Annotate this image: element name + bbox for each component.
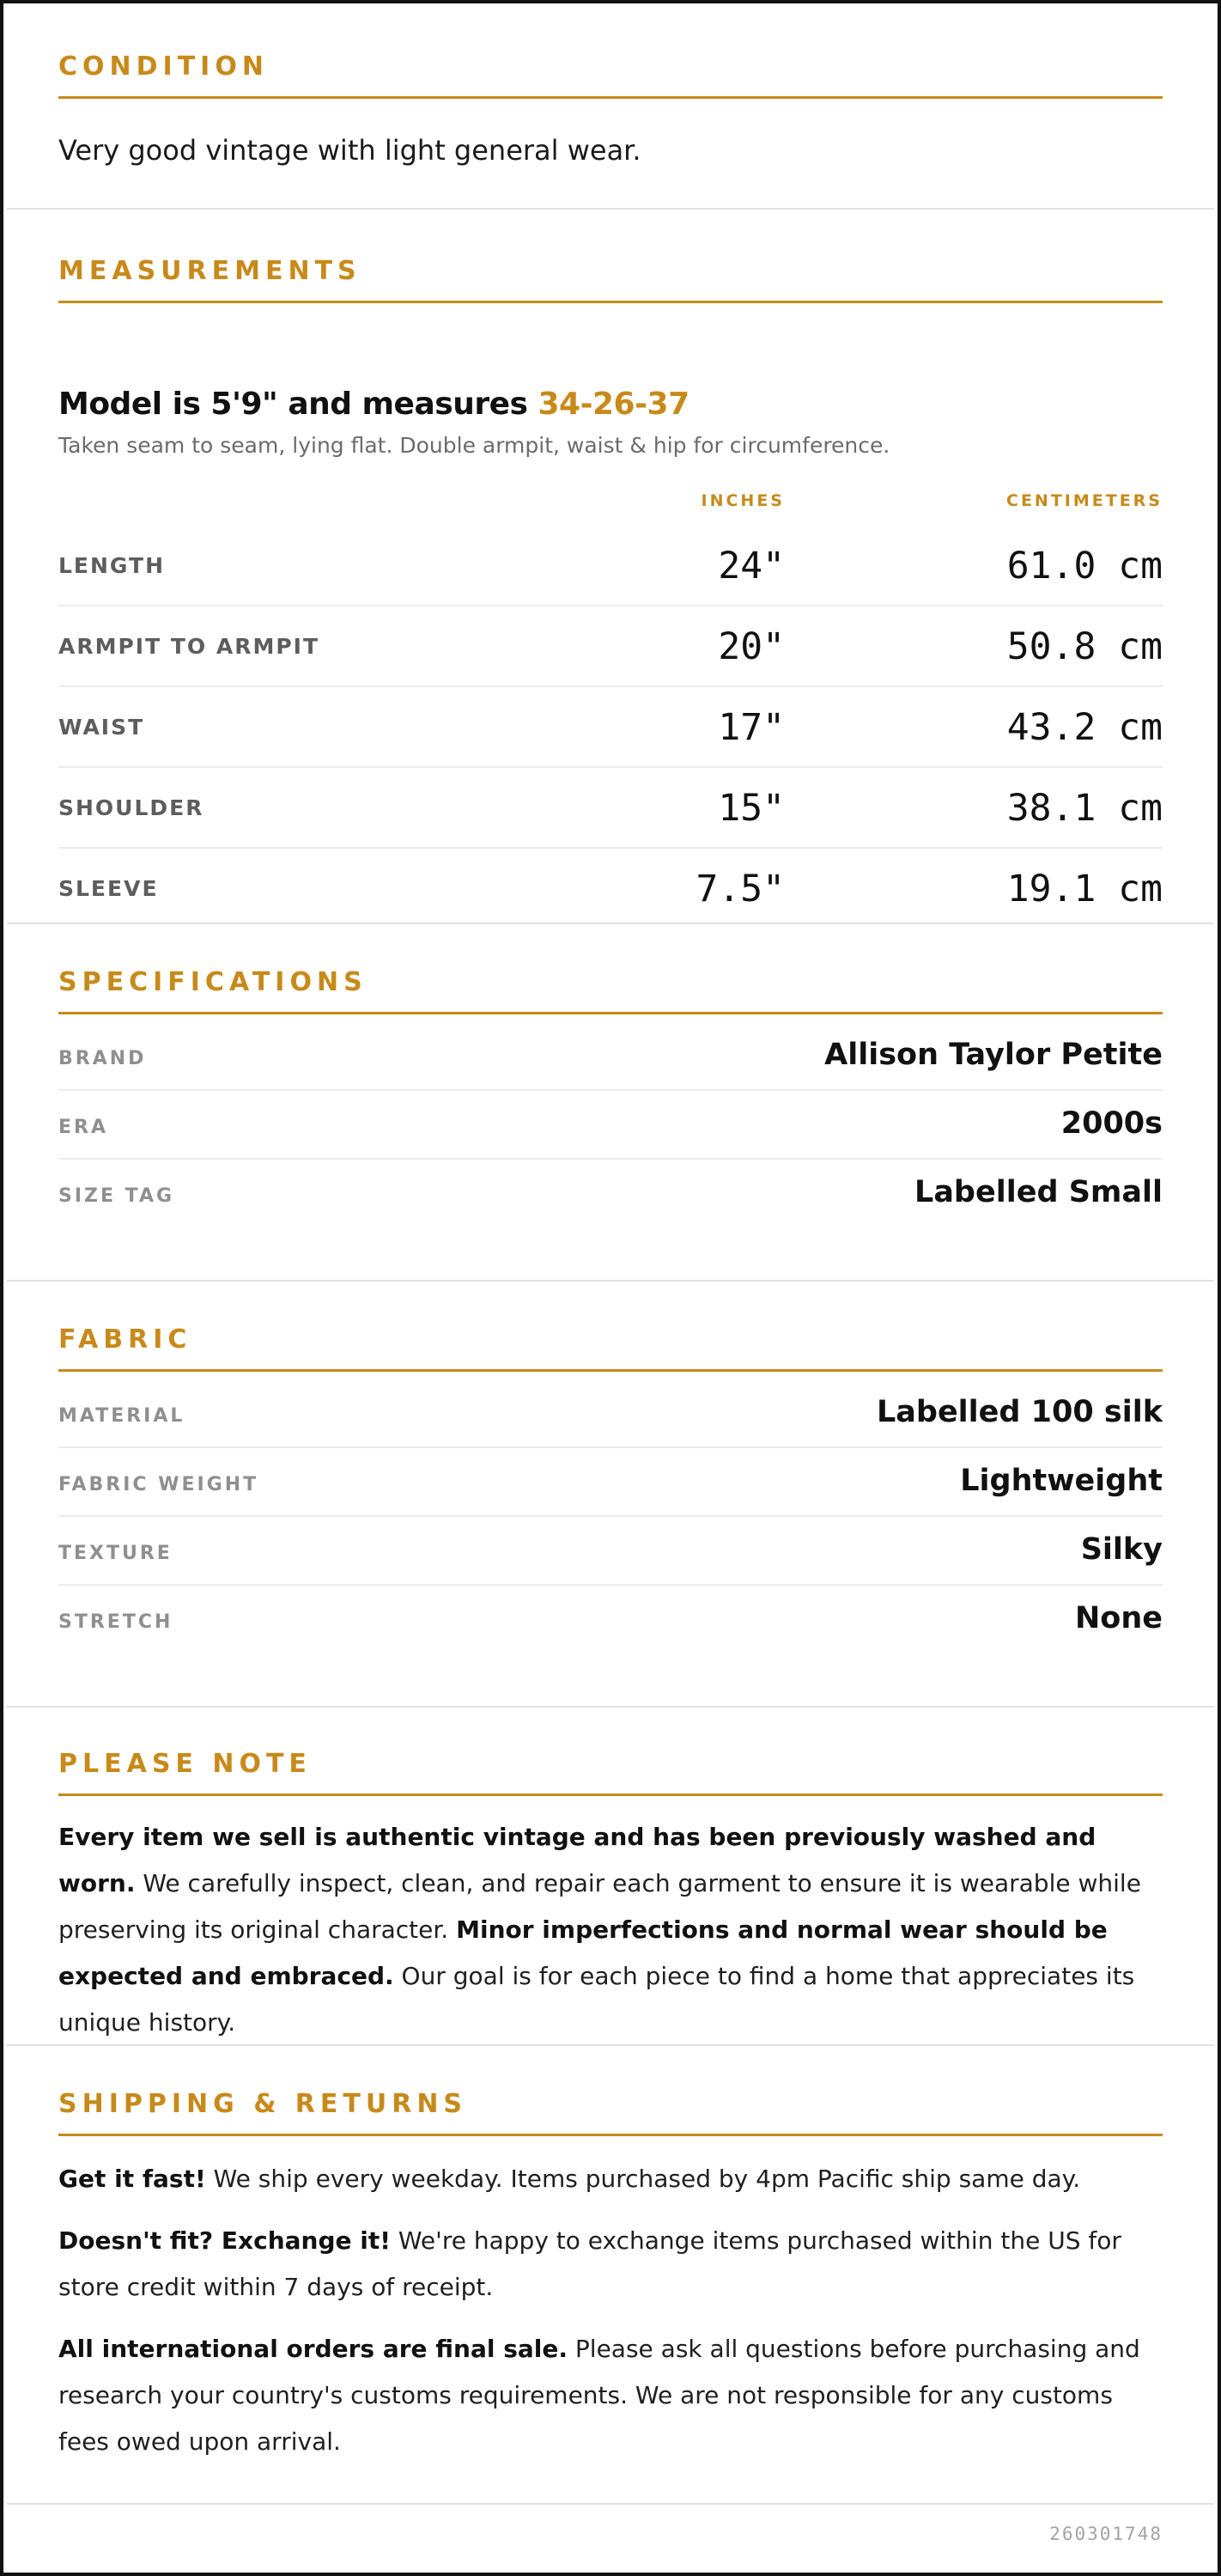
condition-heading: CONDITION [58, 52, 269, 82]
heading-rule [58, 301, 1163, 303]
model-measurements [58, 387, 689, 422]
measurement-inches: 20" [718, 625, 785, 668]
model-measurements-figures: 34-26-37 [538, 387, 689, 422]
measurement-centimeters: 19.1 cm [1006, 868, 1163, 910]
measurement-inches: 7.5" [696, 868, 785, 910]
measurement-centimeters: 61.0 cm [1006, 545, 1163, 588]
spec-row-size-tag [58, 1160, 1163, 1228]
measurement-centimeters: 43.2 cm [1006, 706, 1163, 749]
column-header-inches: INCHES [701, 491, 785, 510]
shipping-international-paragraph [58, 2326, 1163, 2465]
fabric-row-material [58, 1379, 1163, 1448]
fabric-value: Silky [1080, 1532, 1163, 1567]
product-reference-number: 260301748 [1049, 2524, 1163, 2544]
shipping-exchange-bold: Doesn't fit? Exchange it! [58, 2226, 391, 2255]
shipping-fast-text: We ship every weekday. Items purchased by 4pm Pacific ship same day. [205, 2165, 1081, 2193]
measurements-heading: MEASUREMENTS [58, 256, 361, 286]
fabric-heading: FABRIC [58, 1325, 192, 1355]
measurement-inches: 24" [718, 545, 785, 588]
shipping-exchange-paragraph [58, 2218, 1163, 2311]
model-measurements-prefix: Model is 5'9" and measures [58, 387, 538, 422]
condition-text: Very good vintage with light general wear. [58, 134, 641, 167]
measurement-inches: 17" [718, 706, 785, 749]
shipping-international-bold: All international orders are final sale. [58, 2335, 568, 2363]
please-note-text [58, 1814, 1163, 2046]
measurement-label: SLEEVE [58, 876, 159, 901]
measurement-row-length [58, 526, 1163, 606]
measurement-method-note: Taken seam to seam, lying flat. Double armpit, waist & hip for circumference. [58, 433, 890, 458]
fabric-row-stretch [58, 1586, 1163, 1654]
measurement-label: SHOULDER [58, 795, 204, 820]
please-note-heading: PLEASE NOTE [58, 1749, 312, 1779]
fabric-label: TEXTURE [58, 1543, 173, 1564]
specifications-section [7, 924, 1214, 1282]
condition-section [7, 3, 1214, 210]
fabric-label: FABRIC WEIGHT [58, 1474, 259, 1495]
measurements-section [7, 210, 1214, 924]
please-note-bold-2: Minor imperfections and normal wear should be expected and embraced. [58, 1915, 1108, 1990]
measurement-row-sleeve [58, 849, 1163, 929]
measurement-row-waist [58, 687, 1163, 768]
heading-rule [58, 1012, 1163, 1014]
measurement-label: WAIST [58, 715, 145, 740]
spec-row-brand [58, 1022, 1163, 1091]
shipping-exchange-text: We're happy to exchange items purchased within the US for store credit within 7 days of receipt. [58, 2226, 1121, 2301]
fabric-value: Lightweight [960, 1464, 1163, 1498]
spec-label: ERA [58, 1117, 108, 1138]
shipping-fast-bold: Get it fast! [58, 2165, 206, 2193]
fabric-label: STRETCH [58, 1611, 173, 1633]
spec-value: Allison Taylor Petite [824, 1038, 1163, 1072]
column-header-centimeters: CENTIMETERS [1006, 491, 1163, 510]
spec-value: 2000s [1060, 1106, 1163, 1141]
measurement-label: ARMPIT TO ARMPIT [58, 634, 320, 659]
measurement-row-shoulder [58, 768, 1163, 849]
heading-rule [58, 1369, 1163, 1372]
please-note-section [7, 1708, 1214, 2046]
spec-row-era [58, 1091, 1163, 1160]
measurement-label: LENGTH [58, 553, 165, 578]
heading-rule [58, 96, 1163, 99]
please-note-bold-1: Every item we sell is authentic vintage and has been previously washed and worn. [58, 1823, 1096, 1897]
fabric-row-texture [58, 1517, 1163, 1586]
fabric-label: MATERIAL [58, 1405, 185, 1427]
please-note-text-1: We carefully inspect, clean, and repair each garment to ensure it is wearable while preserving its original character. [58, 1869, 1141, 1944]
spec-label: BRAND [58, 1048, 147, 1069]
measurement-inches: 15" [718, 787, 785, 830]
fabric-section [7, 1282, 1214, 1708]
heading-rule [58, 1793, 1163, 1796]
fabric-row-weight [58, 1448, 1163, 1517]
fabric-value: Labelled 100 silk [876, 1395, 1163, 1429]
shipping-fast-paragraph [58, 2156, 1163, 2202]
please-note-text-2: Our goal is for each piece to find a home that appreciates its unique history. [58, 1962, 1135, 2037]
shipping-heading: SHIPPING & RETURNS [58, 2089, 468, 2119]
measurement-centimeters: 50.8 cm [1006, 625, 1163, 668]
heading-rule [58, 2134, 1163, 2136]
specifications-heading: SPECIFICATIONS [58, 967, 368, 997]
measurement-row-armpit [58, 606, 1163, 687]
spec-value: Labelled Small [914, 1175, 1163, 1209]
measurement-centimeters: 38.1 cm [1006, 787, 1163, 830]
shipping-section [7, 2046, 1214, 2505]
fabric-value: None [1075, 1601, 1163, 1635]
shipping-international-text: Please ask all questions before purchasing and research your country's customs requirements. We are not responsible for any customs fees owed upon arrival. [58, 2335, 1140, 2456]
spec-label: SIZE TAG [58, 1185, 175, 1207]
